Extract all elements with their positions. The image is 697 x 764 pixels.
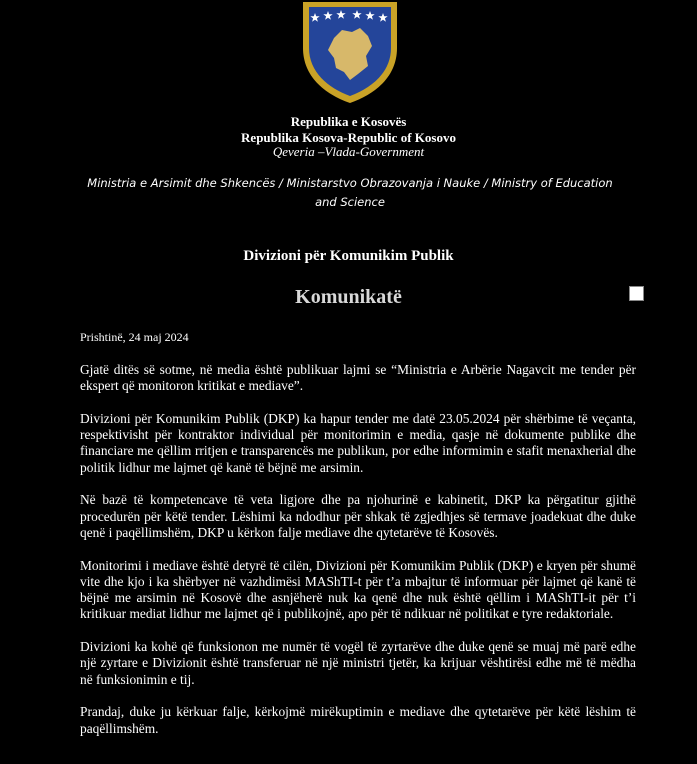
checkbox-icon[interactable] (629, 286, 644, 301)
division-heading: Divizioni për Komunikim Publik (243, 248, 454, 264)
ministry-name: Ministria e Arsimit dhe Shkencës / Ministarstvo Obrazovanja i Nauke / Ministry of Education and Science (87, 176, 613, 209)
document-title: Komunikatë (295, 286, 402, 308)
document-body (80, 362, 636, 753)
paragraph: Gjatë ditës së sotme, në media është publikuar lajmi se “Ministria e Arbërie Nagavcit me tender për ekspert që monitoron kritikat e mediave”. (80, 362, 636, 394)
paragraph: Divizioni ka kohë që funksionon me numër të vogël të zyrtarëve dhe duke qenë se muaj më parë edhe një zyrtare e Divizionit është transferuar në një ministri tjetër, ka krijuar vështirësi edhe më të mëdha në funksionimin e tij. (80, 639, 636, 687)
paragraph: Prandaj, duke ju kërkuar falje, kërkojmë mirëkuptimin e mediave dhe qytetarëve për këtë lëshim të paqëllimshëm. (80, 704, 636, 736)
paragraph: Në bazë të kompetencave të veta ligjore dhe pa njohurinë e kabinetit, DKP ka përgatitur gjithë procedurën për këtë tender. Lëshimi ka ndodhur për shkak të zgjedhjes së termave joadekuat dhe duke qenë i paqëllimshëm, DKP u kërkon falje mediave dhe qytetarëve të Kosovës. (80, 492, 636, 540)
government-label: Qeveria –Vlada-Government (272, 144, 425, 159)
paragraph: Divizioni për Komunikim Publik (DKP) ka hapur tender me datë 23.05.2024 për shërbime të veçanta, respektivisht për kontraktor individual për monitorimin e media, qasje në dokumente publike dhe financiare me qëllim rritjen e transparencës me publikun, por edhe informimin e stafit menaxherial dhe politik lidhur me lajmet që kanë të bëjnë me arsimin. (80, 410, 636, 475)
republic-name-albanian: Republika e Kosovës (290, 114, 407, 129)
paragraph: Monitorimi i mediave është detyrë të cilën, Divizioni për Komunikim Publik (DKP) e kryen për shumë vite dhe kjo i ka shërbyer në vazhdimësi MAShTI-t për t’a mbajtur të informuar për lajmet që kanë të bëjnë me arsimin në Kosovë dhe asnjëherë nuk ka qenë dhe nuk është qëllim i MAShTI-it për t’i kritikuar mediat lidhur me lajmet që i publikojnë, apo për të ndikuar në politikat e tyre redaktoriale. (80, 557, 636, 622)
document-date: Prishtinë, 24 maj 2024 (80, 330, 189, 344)
republic-name-multilingual: Republika Kosova-Republic of Kosovo (241, 130, 456, 145)
kosovo-coat-of-arms-icon (300, 0, 400, 104)
